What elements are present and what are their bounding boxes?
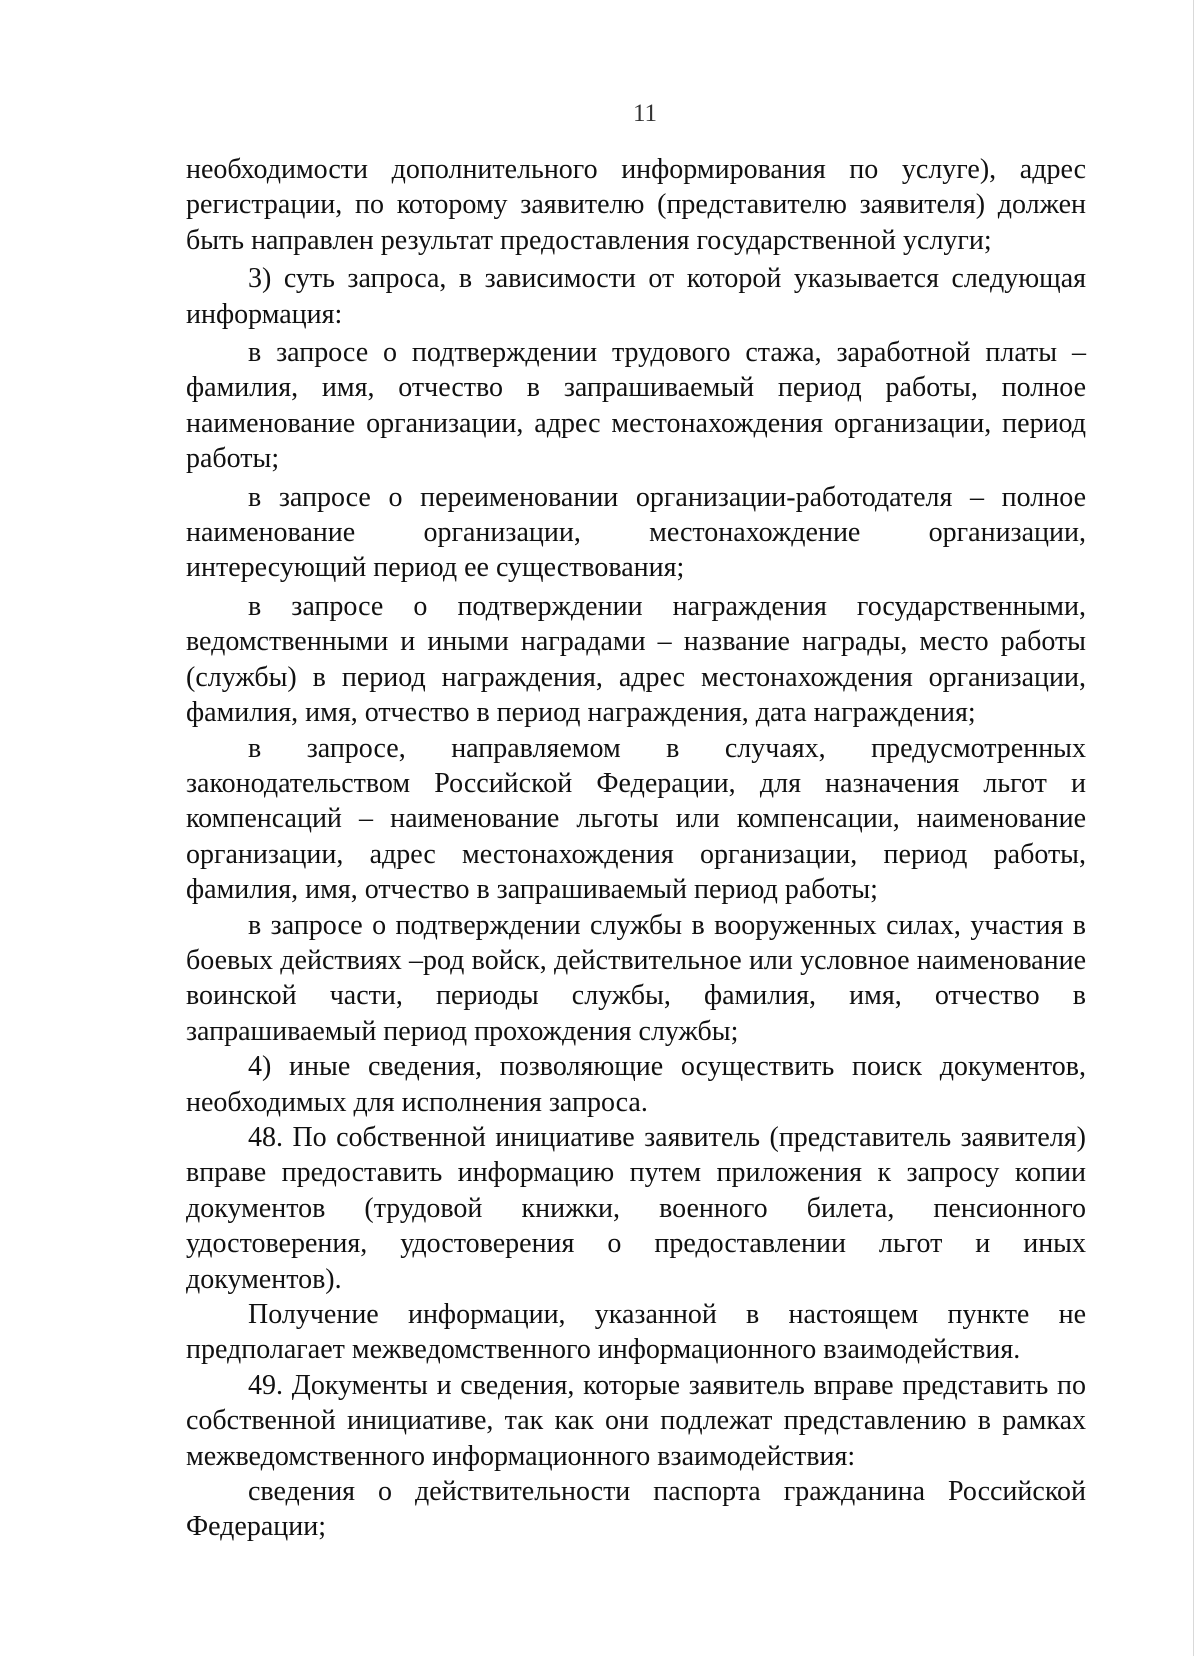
paragraph-work-experience: в запросе о подтверждении трудового стажа, заработной платы – фамилия, имя, отчество в запрашиваемый период работы, полное наименование организации, адрес местонахождения организации, период работы; xyxy=(186,337,1086,475)
scan-edge-line xyxy=(1193,0,1194,1656)
paragraph-request-essence: 3) суть запроса, в зависимости от которой указывается следующая информация: xyxy=(186,263,1086,330)
paragraph-interagency-note: Получение информации, указанной в настоящем пункте не предполагает межведомственного информационного взаимодействия. xyxy=(186,1299,1086,1366)
paragraph-continuation: необходимости дополнительного информирования по услуге), адрес регистрации, по которому заявителю (представителю заявителя) должен быть направлен результат предоставления государственной услуги; xyxy=(186,154,1086,256)
paragraph-military-service: в запросе о подтверждении службы в вооруженных силах, участия в боевых действиях –род войск, действительное или условное наименование воинской части, периоды службы, фамилия, имя, отчество в запрашиваемый период прохождения службы; xyxy=(186,909,1086,1047)
document-body xyxy=(186,152,1086,1545)
paragraph-item-49: 49. Документы и сведения, которые заявитель вправе представить по собственной инициативе, так как они подлежат представлению в рамках межведомственного информационного взаимодействия: xyxy=(186,1369,1086,1472)
paragraph-renaming: в запросе о переименовании организации-работодателя – полное наименование организации, местонахождение организации, интересующий период ее существования; xyxy=(186,481,1086,584)
paragraph-other-info: 4) иные сведения, позволяющие осуществить поиск документов, необходимых для исполнения запроса. xyxy=(186,1051,1086,1118)
paragraph-awards: в запросе о подтверждении награждения государственными, ведомственными и иными наградами – название награды, место работы (службы) в период награждения, адрес местонахождения организации, фамилия, имя, отчество в период награждения, дата награждения; xyxy=(186,590,1086,729)
paragraph-passport-validity: сведения о действительности паспорта гражданина Российской Федерации; xyxy=(186,1476,1086,1543)
paragraph-item-48: 48. По собственной инициативе заявитель (представитель заявителя) вправе предоставить информацию путем приложения к запросу копии документов (трудовой книжки, военного билета, пенсионного удостоверения, удостоверения о предоставлении льгот и иных документов). xyxy=(186,1121,1086,1295)
page-number: 11 xyxy=(632,100,658,127)
paragraph-benefits: в запросе, направляемом в случаях, предусмотренных законодательством Российской Федерации, для назначения льгот и компенсаций – наименование льготы или компенсации, наименование организации, адрес местонахождения организации, период работы, фамилия, имя, отчество в запрашиваемый период работы; xyxy=(186,732,1086,906)
